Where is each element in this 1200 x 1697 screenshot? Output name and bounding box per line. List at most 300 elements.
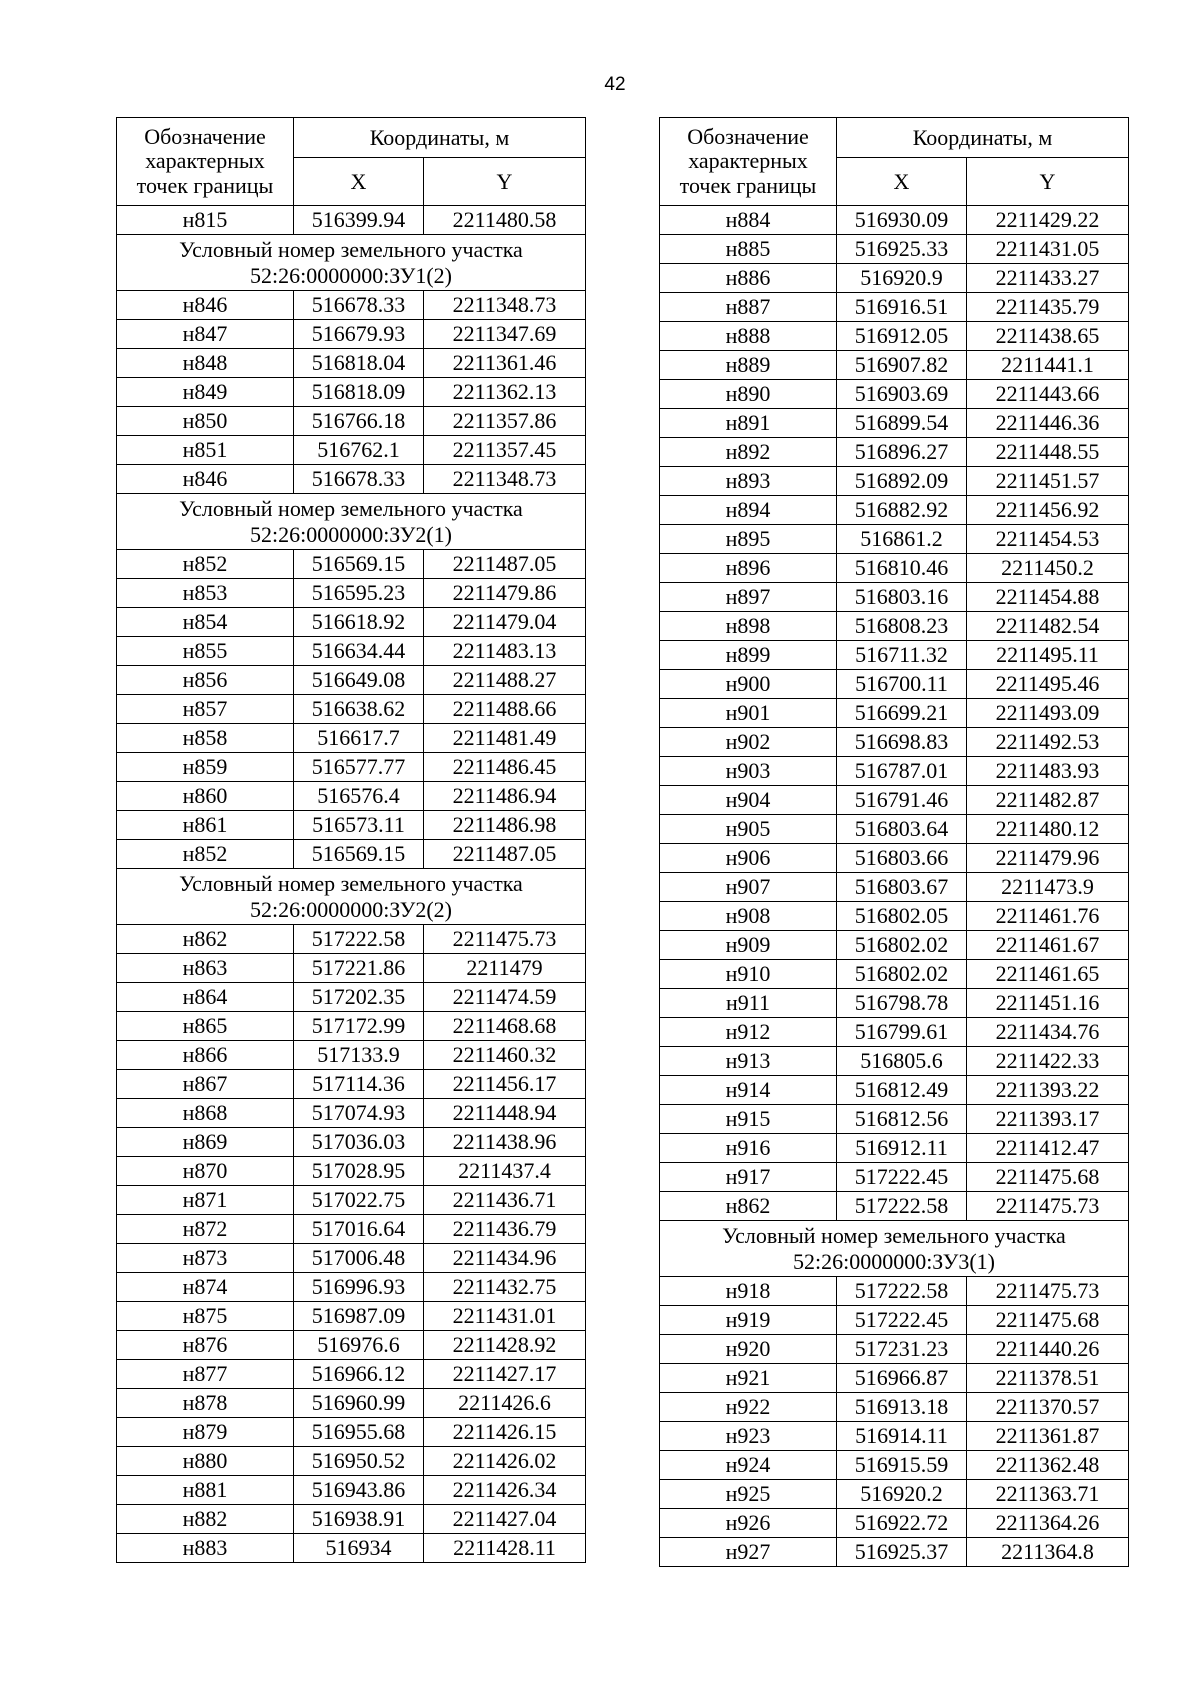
table-row bbox=[660, 1335, 1129, 1364]
x-cell: 516802.05 bbox=[837, 902, 967, 931]
point-cell: н917 bbox=[660, 1163, 837, 1192]
point-cell: н889 bbox=[660, 351, 837, 380]
section-row bbox=[117, 494, 586, 550]
point-cell: н898 bbox=[660, 612, 837, 641]
point-cell: н904 bbox=[660, 786, 837, 815]
x-cell: 516922.72 bbox=[837, 1509, 967, 1538]
section-title-line: Условный номер земельного участка bbox=[722, 1223, 1066, 1249]
x-cell: 517202.35 bbox=[294, 983, 424, 1012]
table-row bbox=[660, 1047, 1129, 1076]
designation-header bbox=[660, 118, 837, 206]
point-cell: н888 bbox=[660, 322, 837, 351]
table-row bbox=[660, 699, 1129, 728]
x-cell: 516678.33 bbox=[294, 465, 424, 494]
x-cell: 516812.56 bbox=[837, 1105, 967, 1134]
section-cadastral-number: 52:26:0000000:ЗУ2(1) bbox=[249, 521, 453, 547]
table-row bbox=[117, 1070, 586, 1099]
y-cell: 2211364.8 bbox=[967, 1538, 1129, 1567]
x-cell: 516805.6 bbox=[837, 1047, 967, 1076]
y-cell: 2211435.79 bbox=[967, 293, 1129, 322]
table-row bbox=[660, 960, 1129, 989]
x-cell: 516812.49 bbox=[837, 1076, 967, 1105]
x-cell: 516803.67 bbox=[837, 873, 967, 902]
y-cell: 2211362.48 bbox=[967, 1451, 1129, 1480]
x-cell: 517222.58 bbox=[837, 1277, 967, 1306]
table-row bbox=[660, 1163, 1129, 1192]
table-row bbox=[117, 1418, 586, 1447]
x-cell: 517006.48 bbox=[294, 1244, 424, 1273]
point-cell: н913 bbox=[660, 1047, 837, 1076]
table-row bbox=[660, 844, 1129, 873]
point-cell: н881 bbox=[117, 1476, 294, 1505]
x-cell: 517221.86 bbox=[294, 954, 424, 983]
point-cell: н908 bbox=[660, 902, 837, 931]
x-cell: 516803.16 bbox=[837, 583, 967, 612]
y-cell: 2211482.54 bbox=[967, 612, 1129, 641]
point-cell: н864 bbox=[117, 983, 294, 1012]
table-row bbox=[117, 1012, 586, 1041]
table-row bbox=[660, 1134, 1129, 1163]
table-row bbox=[117, 1157, 586, 1186]
table-row bbox=[660, 351, 1129, 380]
table-row bbox=[660, 583, 1129, 612]
y-cell: 2211357.45 bbox=[424, 436, 586, 465]
y-cell: 2211448.55 bbox=[967, 438, 1129, 467]
table-row bbox=[117, 753, 586, 782]
table-row bbox=[660, 1018, 1129, 1047]
table-row bbox=[117, 579, 586, 608]
point-cell: н895 bbox=[660, 525, 837, 554]
table-row bbox=[117, 1273, 586, 1302]
x-cell: 516791.46 bbox=[837, 786, 967, 815]
table-row bbox=[660, 1192, 1129, 1221]
x-cell: 516925.33 bbox=[837, 235, 967, 264]
y-cell: 2211475.73 bbox=[967, 1192, 1129, 1221]
table-row bbox=[660, 467, 1129, 496]
table-row bbox=[660, 293, 1129, 322]
table-row bbox=[660, 322, 1129, 351]
table-body-left bbox=[117, 206, 586, 1563]
designation-header-line: точек границы bbox=[136, 172, 274, 198]
table-row bbox=[660, 1422, 1129, 1451]
y-cell: 2211448.94 bbox=[424, 1099, 586, 1128]
table-row bbox=[117, 840, 586, 869]
y-cell: 2211370.57 bbox=[967, 1393, 1129, 1422]
y-cell: 2211441.1 bbox=[967, 351, 1129, 380]
y-cell: 2211475.73 bbox=[424, 925, 586, 954]
y-cell: 2211433.27 bbox=[967, 264, 1129, 293]
x-cell: 516938.91 bbox=[294, 1505, 424, 1534]
table-row bbox=[117, 550, 586, 579]
x-cell: 516818.09 bbox=[294, 378, 424, 407]
table-row bbox=[660, 1451, 1129, 1480]
x-cell: 517022.75 bbox=[294, 1186, 424, 1215]
y-cell: 2211495.11 bbox=[967, 641, 1129, 670]
point-cell: н887 bbox=[660, 293, 837, 322]
y-cell: 2211440.26 bbox=[967, 1335, 1129, 1364]
y-cell: 2211473.9 bbox=[967, 873, 1129, 902]
x-cell: 516892.09 bbox=[837, 467, 967, 496]
y-cell: 2211481.49 bbox=[424, 724, 586, 753]
point-cell: н858 bbox=[117, 724, 294, 753]
y-cell: 2211488.27 bbox=[424, 666, 586, 695]
x-cell: 516808.23 bbox=[837, 612, 967, 641]
section-title bbox=[660, 1221, 1129, 1277]
section-title-line: Условный номер земельного участка bbox=[179, 496, 523, 522]
point-cell: н893 bbox=[660, 467, 837, 496]
table-row bbox=[117, 782, 586, 811]
table-row bbox=[660, 380, 1129, 409]
table-row bbox=[117, 1041, 586, 1070]
point-cell: н897 bbox=[660, 583, 837, 612]
point-cell: н859 bbox=[117, 753, 294, 782]
x-cell: 516577.77 bbox=[294, 753, 424, 782]
x-cell: 516576.4 bbox=[294, 782, 424, 811]
x-cell: 516762.1 bbox=[294, 436, 424, 465]
y-cell: 2211378.51 bbox=[967, 1364, 1129, 1393]
point-cell: н848 bbox=[117, 349, 294, 378]
y-cell: 2211479.86 bbox=[424, 579, 586, 608]
table-row bbox=[660, 235, 1129, 264]
table-row bbox=[117, 407, 586, 436]
point-cell: н912 bbox=[660, 1018, 837, 1047]
y-cell: 2211438.96 bbox=[424, 1128, 586, 1157]
y-cell: 2211487.05 bbox=[424, 840, 586, 869]
page-number: 42 bbox=[604, 74, 626, 95]
designation-header bbox=[117, 118, 294, 206]
table-row bbox=[117, 1302, 586, 1331]
table-row bbox=[660, 409, 1129, 438]
point-cell: н856 bbox=[117, 666, 294, 695]
y-cell: 2211422.33 bbox=[967, 1047, 1129, 1076]
x-cell: 517133.9 bbox=[294, 1041, 424, 1070]
table-row bbox=[117, 608, 586, 637]
x-header: X bbox=[837, 158, 967, 206]
y-cell: 2211426.6 bbox=[424, 1389, 586, 1418]
point-cell: н847 bbox=[117, 320, 294, 349]
x-cell: 516912.11 bbox=[837, 1134, 967, 1163]
y-cell: 2211486.98 bbox=[424, 811, 586, 840]
x-cell: 516766.18 bbox=[294, 407, 424, 436]
point-cell: н916 bbox=[660, 1134, 837, 1163]
y-cell: 2211361.87 bbox=[967, 1422, 1129, 1451]
x-cell: 516903.69 bbox=[837, 380, 967, 409]
y-cell: 2211488.66 bbox=[424, 695, 586, 724]
y-cell: 2211475.73 bbox=[967, 1277, 1129, 1306]
x-cell: 516818.04 bbox=[294, 349, 424, 378]
x-cell: 516920.9 bbox=[837, 264, 967, 293]
point-cell: н872 bbox=[117, 1215, 294, 1244]
y-cell: 2211426.15 bbox=[424, 1418, 586, 1447]
point-cell: н863 bbox=[117, 954, 294, 983]
table-row bbox=[117, 436, 586, 465]
x-cell: 516799.61 bbox=[837, 1018, 967, 1047]
x-cell: 516802.02 bbox=[837, 960, 967, 989]
table-row bbox=[660, 525, 1129, 554]
x-cell: 517222.45 bbox=[837, 1163, 967, 1192]
table-row bbox=[660, 1509, 1129, 1538]
table-row bbox=[117, 1476, 586, 1505]
x-cell: 516618.92 bbox=[294, 608, 424, 637]
table-row bbox=[660, 1480, 1129, 1509]
y-cell: 2211483.13 bbox=[424, 637, 586, 666]
point-cell: н852 bbox=[117, 840, 294, 869]
point-cell: н901 bbox=[660, 699, 837, 728]
table-row bbox=[660, 1105, 1129, 1134]
table-row bbox=[660, 612, 1129, 641]
point-cell: н906 bbox=[660, 844, 837, 873]
point-cell: н815 bbox=[117, 206, 294, 235]
table-row bbox=[117, 954, 586, 983]
y-cell: 2211456.92 bbox=[967, 496, 1129, 525]
table-body-right bbox=[660, 206, 1129, 1567]
point-cell: н920 bbox=[660, 1335, 837, 1364]
point-cell: н857 bbox=[117, 695, 294, 724]
x-cell: 517172.99 bbox=[294, 1012, 424, 1041]
x-cell: 517028.95 bbox=[294, 1157, 424, 1186]
point-cell: н876 bbox=[117, 1331, 294, 1360]
table-row bbox=[117, 1128, 586, 1157]
x-cell: 516700.11 bbox=[837, 670, 967, 699]
y-cell: 2211486.94 bbox=[424, 782, 586, 811]
y-cell: 2211434.96 bbox=[424, 1244, 586, 1273]
x-cell: 516698.83 bbox=[837, 728, 967, 757]
point-cell: н921 bbox=[660, 1364, 837, 1393]
point-cell: н869 bbox=[117, 1128, 294, 1157]
x-cell: 516861.2 bbox=[837, 525, 967, 554]
point-cell: н905 bbox=[660, 815, 837, 844]
table-row bbox=[660, 496, 1129, 525]
point-cell: н923 bbox=[660, 1422, 837, 1451]
designation-header-line: Обозначение bbox=[144, 123, 266, 149]
y-cell: 2211347.69 bbox=[424, 320, 586, 349]
point-cell: н875 bbox=[117, 1302, 294, 1331]
y-cell: 2211456.17 bbox=[424, 1070, 586, 1099]
y-cell: 2211486.45 bbox=[424, 753, 586, 782]
y-cell: 2211428.92 bbox=[424, 1331, 586, 1360]
table-row bbox=[117, 1186, 586, 1215]
table-row bbox=[117, 1215, 586, 1244]
point-cell: н855 bbox=[117, 637, 294, 666]
x-cell: 516595.23 bbox=[294, 579, 424, 608]
x-cell: 517114.36 bbox=[294, 1070, 424, 1099]
point-cell: н849 bbox=[117, 378, 294, 407]
x-cell: 516711.32 bbox=[837, 641, 967, 670]
y-cell: 2211362.13 bbox=[424, 378, 586, 407]
x-cell: 516569.15 bbox=[294, 840, 424, 869]
table-row bbox=[660, 264, 1129, 293]
point-cell: н871 bbox=[117, 1186, 294, 1215]
y-cell: 2211364.26 bbox=[967, 1509, 1129, 1538]
section-row bbox=[117, 235, 586, 291]
point-cell: н926 bbox=[660, 1509, 837, 1538]
section-row bbox=[117, 869, 586, 925]
x-cell: 517222.58 bbox=[294, 925, 424, 954]
y-cell: 2211426.34 bbox=[424, 1476, 586, 1505]
x-cell: 516996.93 bbox=[294, 1273, 424, 1302]
section-title bbox=[117, 494, 586, 550]
y-cell: 2211393.22 bbox=[967, 1076, 1129, 1105]
x-cell: 516920.2 bbox=[837, 1480, 967, 1509]
table-row bbox=[660, 873, 1129, 902]
x-cell: 517036.03 bbox=[294, 1128, 424, 1157]
point-cell: н899 bbox=[660, 641, 837, 670]
point-cell: н850 bbox=[117, 407, 294, 436]
y-cell: 2211446.36 bbox=[967, 409, 1129, 438]
table-row bbox=[117, 695, 586, 724]
x-cell: 516699.21 bbox=[837, 699, 967, 728]
y-cell: 2211412.47 bbox=[967, 1134, 1129, 1163]
table-row bbox=[117, 811, 586, 840]
section-cadastral-number: 52:26:0000000:ЗУ2(2) bbox=[249, 896, 453, 922]
table-row bbox=[660, 641, 1129, 670]
x-cell: 516934 bbox=[294, 1534, 424, 1563]
section-title-line: Условный номер земельного участка bbox=[179, 237, 523, 263]
designation-header-line: характерных bbox=[688, 148, 808, 174]
y-cell: 2211357.86 bbox=[424, 407, 586, 436]
designation-header-line: характерных bbox=[145, 148, 265, 174]
point-cell: н860 bbox=[117, 782, 294, 811]
y-cell: 2211475.68 bbox=[967, 1163, 1129, 1192]
y-cell: 2211483.93 bbox=[967, 757, 1129, 786]
table-row bbox=[660, 1277, 1129, 1306]
point-cell: н894 bbox=[660, 496, 837, 525]
point-cell: н896 bbox=[660, 554, 837, 583]
x-cell: 516638.62 bbox=[294, 695, 424, 724]
x-cell: 516810.46 bbox=[837, 554, 967, 583]
point-cell: н870 bbox=[117, 1157, 294, 1186]
x-cell: 516798.78 bbox=[837, 989, 967, 1018]
table-row bbox=[660, 1076, 1129, 1105]
y-cell: 2211428.11 bbox=[424, 1534, 586, 1563]
point-cell: н874 bbox=[117, 1273, 294, 1302]
point-cell: н861 bbox=[117, 811, 294, 840]
x-cell: 516882.92 bbox=[837, 496, 967, 525]
y-cell: 2211451.16 bbox=[967, 989, 1129, 1018]
table-row bbox=[660, 670, 1129, 699]
table-row bbox=[117, 1360, 586, 1389]
designation-header-line: точек границы bbox=[679, 172, 817, 198]
table-row bbox=[117, 666, 586, 695]
y-cell: 2211475.68 bbox=[967, 1306, 1129, 1335]
x-cell: 516678.33 bbox=[294, 291, 424, 320]
y-cell: 2211348.73 bbox=[424, 291, 586, 320]
x-cell: 516916.51 bbox=[837, 293, 967, 322]
y-header: Y bbox=[424, 158, 586, 206]
y-cell: 2211492.53 bbox=[967, 728, 1129, 757]
point-cell: н919 bbox=[660, 1306, 837, 1335]
y-cell: 2211451.57 bbox=[967, 467, 1129, 496]
y-header: Y bbox=[967, 158, 1129, 206]
x-cell: 516634.44 bbox=[294, 637, 424, 666]
point-cell: н915 bbox=[660, 1105, 837, 1134]
x-cell: 516803.66 bbox=[837, 844, 967, 873]
y-cell: 2211438.65 bbox=[967, 322, 1129, 351]
table-row bbox=[660, 786, 1129, 815]
x-cell: 516976.6 bbox=[294, 1331, 424, 1360]
table-row bbox=[117, 291, 586, 320]
x-cell: 516925.37 bbox=[837, 1538, 967, 1567]
x-cell: 516907.82 bbox=[837, 351, 967, 380]
y-cell: 2211454.53 bbox=[967, 525, 1129, 554]
point-cell: н846 bbox=[117, 465, 294, 494]
y-cell: 2211363.71 bbox=[967, 1480, 1129, 1509]
coordinates-header: Координаты, м bbox=[837, 118, 1129, 158]
y-cell: 2211493.09 bbox=[967, 699, 1129, 728]
point-cell: н885 bbox=[660, 235, 837, 264]
y-cell: 2211450.2 bbox=[967, 554, 1129, 583]
y-cell: 2211426.02 bbox=[424, 1447, 586, 1476]
designation-header-line: Обозначение bbox=[687, 123, 809, 149]
y-cell: 2211480.12 bbox=[967, 815, 1129, 844]
table-row bbox=[660, 206, 1129, 235]
point-cell: н873 bbox=[117, 1244, 294, 1273]
y-cell: 2211479 bbox=[424, 954, 586, 983]
x-cell: 516569.15 bbox=[294, 550, 424, 579]
x-cell: 516803.64 bbox=[837, 815, 967, 844]
point-cell: н882 bbox=[117, 1505, 294, 1534]
x-cell: 516679.93 bbox=[294, 320, 424, 349]
x-cell: 516915.59 bbox=[837, 1451, 967, 1480]
point-cell: н854 bbox=[117, 608, 294, 637]
table-row bbox=[660, 902, 1129, 931]
point-cell: н902 bbox=[660, 728, 837, 757]
y-cell: 2211479.04 bbox=[424, 608, 586, 637]
y-cell: 2211443.66 bbox=[967, 380, 1129, 409]
x-cell: 516802.02 bbox=[837, 931, 967, 960]
point-cell: н879 bbox=[117, 1418, 294, 1447]
table-row bbox=[660, 757, 1129, 786]
y-cell: 2211436.79 bbox=[424, 1215, 586, 1244]
point-cell: н907 bbox=[660, 873, 837, 902]
y-cell: 2211487.05 bbox=[424, 550, 586, 579]
point-cell: н909 bbox=[660, 931, 837, 960]
y-cell: 2211461.67 bbox=[967, 931, 1129, 960]
x-cell: 516787.01 bbox=[837, 757, 967, 786]
y-cell: 2211361.46 bbox=[424, 349, 586, 378]
point-cell: н892 bbox=[660, 438, 837, 467]
section-row bbox=[660, 1221, 1129, 1277]
y-cell: 2211495.46 bbox=[967, 670, 1129, 699]
section-cadastral-number: 52:26:0000000:ЗУ1(2) bbox=[249, 262, 453, 288]
table-row bbox=[117, 349, 586, 378]
table-row bbox=[660, 1538, 1129, 1567]
x-cell: 516649.08 bbox=[294, 666, 424, 695]
table-row bbox=[117, 637, 586, 666]
table-row bbox=[117, 320, 586, 349]
x-cell: 517074.93 bbox=[294, 1099, 424, 1128]
point-cell: н911 bbox=[660, 989, 837, 1018]
coordinates-table-right bbox=[659, 117, 1129, 1567]
x-cell: 516913.18 bbox=[837, 1393, 967, 1422]
point-cell: н925 bbox=[660, 1480, 837, 1509]
point-cell: н852 bbox=[117, 550, 294, 579]
point-cell: н862 bbox=[660, 1192, 837, 1221]
table-row bbox=[117, 1534, 586, 1563]
y-cell: 2211436.71 bbox=[424, 1186, 586, 1215]
point-cell: н903 bbox=[660, 757, 837, 786]
table-row bbox=[660, 554, 1129, 583]
point-cell: н868 bbox=[117, 1099, 294, 1128]
table-row bbox=[117, 925, 586, 954]
point-cell: н867 bbox=[117, 1070, 294, 1099]
table-row bbox=[117, 1389, 586, 1418]
point-cell: н914 bbox=[660, 1076, 837, 1105]
table-row bbox=[117, 465, 586, 494]
x-cell: 516899.54 bbox=[837, 409, 967, 438]
y-cell: 2211479.96 bbox=[967, 844, 1129, 873]
x-cell: 516896.27 bbox=[837, 438, 967, 467]
